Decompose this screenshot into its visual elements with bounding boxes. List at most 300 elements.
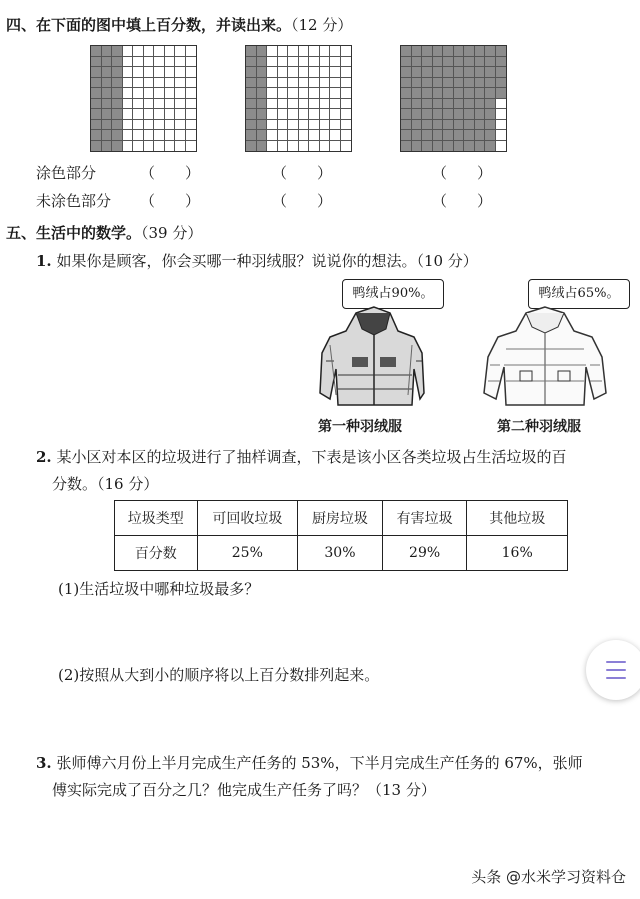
q1-text (36, 250, 478, 271)
grid-cell (485, 78, 496, 89)
grid-cell (257, 57, 268, 68)
grid-cell (133, 88, 144, 99)
section4-title (6, 14, 352, 35)
grid-cell (443, 130, 454, 141)
grid-cell (288, 46, 299, 57)
grid-cell (443, 57, 454, 68)
grid-cell (433, 67, 444, 78)
grid-cell (422, 57, 433, 68)
grid-cell (91, 67, 102, 78)
section5-score: （39 分） (141, 224, 203, 242)
grid-cell (154, 78, 165, 89)
grid-cell (102, 46, 113, 57)
grid-cell (485, 99, 496, 110)
grid-cell (91, 88, 102, 99)
q3-question-line1: 张师傅六月份上半月完成生产任务的 53%，下半月完成生产任务的 67%，张师 (56, 754, 583, 772)
grid-cell (278, 109, 289, 120)
grid-cell (186, 109, 197, 120)
grid-cell (330, 120, 341, 131)
menu-icon-bar (606, 661, 626, 663)
grid-cell (133, 46, 144, 57)
grid-cell (401, 141, 412, 152)
grid-cell (401, 130, 412, 141)
grid-cell (154, 120, 165, 131)
grid-cell (299, 99, 310, 110)
grid-cell (496, 120, 507, 131)
grid-cell (102, 67, 113, 78)
grid-cell (102, 78, 113, 89)
grid-cell (320, 130, 331, 141)
table-cell: 29% (382, 536, 467, 571)
grid-cell (186, 141, 197, 152)
grid-cell (412, 88, 423, 99)
grid-cell (154, 88, 165, 99)
grid-cell (320, 78, 331, 89)
grid-cell (91, 130, 102, 141)
grid-cell (299, 141, 310, 152)
grid-cell (464, 120, 475, 131)
grid-cell (267, 78, 278, 89)
grid-cell (454, 67, 465, 78)
grid-cell (123, 57, 134, 68)
unpainted-blank-3[interactable]: （ ） (432, 192, 493, 210)
grid-cell (288, 99, 299, 110)
q1-question: 如果你是顾客，你会买哪一种羽绒服？说说你的想法。（10 分） (56, 252, 478, 270)
grid-cell (475, 78, 486, 89)
painted-blank-2[interactable]: （ ） (272, 164, 333, 182)
grid-cell (475, 141, 486, 152)
grid-cell (422, 109, 433, 120)
grid-cell (433, 141, 444, 152)
grid-cell (422, 46, 433, 57)
grid-cell (320, 109, 331, 120)
grid-cell (91, 57, 102, 68)
grid-cell (257, 130, 268, 141)
grid-cell (330, 57, 341, 68)
grid-cell (309, 78, 320, 89)
jacket-dark-icon (316, 305, 426, 410)
grid-cell (341, 130, 352, 141)
grid-cell (330, 99, 341, 110)
grid-cell (401, 109, 412, 120)
grid-cell (464, 78, 475, 89)
grid-cell (288, 109, 299, 120)
grid-cell (144, 78, 155, 89)
grid-cell (278, 141, 289, 152)
grid-cell (278, 130, 289, 141)
grid-cell (433, 78, 444, 89)
grid-cell (320, 46, 331, 57)
menu-icon-bar (606, 669, 626, 671)
grid-cell (485, 67, 496, 78)
grid-cell (154, 141, 165, 152)
grid-cell (464, 67, 475, 78)
grid-cell (309, 88, 320, 99)
grid-cell (154, 99, 165, 110)
grid-cell (412, 120, 423, 131)
grid-cell (299, 109, 310, 120)
grid-cell (133, 78, 144, 89)
grid-cell (175, 88, 186, 99)
grid-cell (144, 130, 155, 141)
grid-cell (341, 57, 352, 68)
grid-cell (422, 78, 433, 89)
grid-cell (288, 120, 299, 131)
grid-cell (401, 99, 412, 110)
grid-cell (154, 46, 165, 57)
grid-cell (309, 57, 320, 68)
q3-text (36, 752, 583, 773)
grid-cell (267, 130, 278, 141)
grid-cell (175, 120, 186, 131)
grid-cell (165, 130, 176, 141)
grid-cell (412, 67, 423, 78)
grid-cell (401, 67, 412, 78)
grid-cell (475, 99, 486, 110)
grid-cell (257, 109, 268, 120)
grid-cell (267, 120, 278, 131)
table-row (115, 536, 568, 571)
grid-cell (422, 141, 433, 152)
table-header-cell: 垃圾类型 (115, 501, 198, 536)
grid-cell (165, 67, 176, 78)
grid-cell (123, 120, 134, 131)
grid-cell (454, 88, 465, 99)
grid-cell (464, 57, 475, 68)
grid-cell (91, 120, 102, 131)
bubble-jacket-2: 鸭绒占65%。 (528, 279, 630, 309)
grid-cell (123, 141, 134, 152)
table-header-cell: 有害垃圾 (382, 501, 467, 536)
grid-cell (464, 141, 475, 152)
grid-cell (412, 78, 423, 89)
grid-cell (165, 99, 176, 110)
jacket-light-icon (480, 305, 610, 410)
grid-cell (144, 67, 155, 78)
unpainted-blank-1[interactable]: （ ） (140, 192, 201, 210)
grid-cell (475, 130, 486, 141)
grid-cell (175, 67, 186, 78)
grid-cell (112, 67, 123, 78)
grid-cell (464, 109, 475, 120)
q2-text-line2: 分数。（16 分） (52, 475, 159, 493)
grid-cell (257, 88, 268, 99)
grid-cell (102, 57, 113, 68)
grid-cell (299, 120, 310, 131)
section5-title (6, 222, 202, 243)
grid-cell (454, 109, 465, 120)
grid-cell (299, 88, 310, 99)
grid-cell (330, 78, 341, 89)
grid-cell (133, 120, 144, 131)
grid-cell (401, 46, 412, 57)
table-header-cell: 厨房垃圾 (298, 501, 383, 536)
grid-cell (412, 130, 423, 141)
grid-cell (246, 141, 257, 152)
grid-cell (454, 120, 465, 131)
grid-cell (496, 130, 507, 141)
grid-cell (485, 120, 496, 131)
grid-cell (475, 67, 486, 78)
grid-cell (267, 67, 278, 78)
grid-cell (154, 67, 165, 78)
grid-cell (443, 67, 454, 78)
grid-cell (91, 99, 102, 110)
grid-cell (496, 109, 507, 120)
percent-grid-3 (400, 45, 507, 152)
grid-cell (257, 46, 268, 57)
bubble-jacket-1: 鸭绒占90%。 (342, 279, 444, 309)
grid-cell (422, 67, 433, 78)
grid-cell (246, 99, 257, 110)
grid-cell (330, 88, 341, 99)
grid-cell (112, 120, 123, 131)
grid-cell (112, 88, 123, 99)
grid-cell (175, 130, 186, 141)
grid-cell (144, 88, 155, 99)
grid-cell (186, 67, 197, 78)
grid-cell (186, 130, 197, 141)
grid-cell (165, 46, 176, 57)
grid-cell (102, 99, 113, 110)
grid-cell (257, 78, 268, 89)
grid-cell (422, 130, 433, 141)
grid-cell (144, 46, 155, 57)
grid-cell (433, 109, 444, 120)
grid-cell (246, 46, 257, 57)
grid-cell (309, 141, 320, 152)
table-header-row (115, 501, 568, 536)
waste-table (114, 500, 568, 571)
grid-cell (496, 99, 507, 110)
grid-cell (320, 141, 331, 152)
grid-cell (102, 88, 113, 99)
grid-cell (102, 141, 113, 152)
grid-cell (309, 67, 320, 78)
section4-score: （12 分） (291, 16, 353, 34)
grid-cell (246, 88, 257, 99)
grid-cell (401, 78, 412, 89)
grid-cell (133, 99, 144, 110)
grid-cell (496, 88, 507, 99)
grid-cell (422, 99, 433, 110)
grid-cell (299, 130, 310, 141)
grid-cell (91, 78, 102, 89)
table-header-cell: 可回收垃圾 (197, 501, 298, 536)
grid-cell (288, 141, 299, 152)
grid-cell (278, 67, 289, 78)
grid-cell (288, 130, 299, 141)
grid-cell (186, 120, 197, 131)
grid-cell (401, 120, 412, 131)
grid-cell (341, 99, 352, 110)
grid-cell (102, 109, 113, 120)
grid-cell (320, 99, 331, 110)
grid-cell (154, 130, 165, 141)
grid-cell (288, 78, 299, 89)
grid-cell (433, 46, 444, 57)
q2-sub2: (2)按照从大到小的顺序将以上百分数排列起来。 (58, 666, 380, 684)
grid-cell (496, 67, 507, 78)
grid-cell (278, 57, 289, 68)
grid-cell (186, 88, 197, 99)
q3-number: 3. (36, 754, 52, 772)
grid-cell (186, 57, 197, 68)
unpainted-label: 未涂色部分 (36, 192, 112, 210)
grid-cell (309, 120, 320, 131)
grid-cell (475, 120, 486, 131)
grid-cell (412, 57, 423, 68)
caption-jacket-1: 第一种羽绒服 (318, 419, 402, 435)
grid-cell (412, 46, 423, 57)
grid-cell (433, 99, 444, 110)
grid-cell (112, 78, 123, 89)
grid-cell (123, 67, 134, 78)
grid-cell (320, 88, 331, 99)
grid-cell (330, 109, 341, 120)
grid-cell (278, 120, 289, 131)
grid-cell (330, 46, 341, 57)
grid-cell (485, 130, 496, 141)
grid-cell (267, 57, 278, 68)
grid-cell (112, 46, 123, 57)
grid-cell (123, 78, 134, 89)
table-cell: 30% (298, 536, 383, 571)
grid-cell (186, 99, 197, 110)
grid-cell (433, 120, 444, 131)
grid-cell (246, 130, 257, 141)
grid-cell (133, 57, 144, 68)
grid-cell (454, 130, 465, 141)
grid-cell (330, 130, 341, 141)
grid-cell (112, 130, 123, 141)
grid-cell (246, 67, 257, 78)
grid-cell (123, 46, 134, 57)
grid-cell (485, 46, 496, 57)
grid-cell (475, 46, 486, 57)
grid-cell (112, 57, 123, 68)
menu-button[interactable] (586, 640, 640, 700)
grid-cell (175, 109, 186, 120)
grid-cell (299, 57, 310, 68)
grid-cell (257, 120, 268, 131)
painted-blank-1[interactable]: （ ） (140, 164, 201, 182)
grid-cell (246, 78, 257, 89)
grid-cell (144, 57, 155, 68)
grid-cell (309, 109, 320, 120)
grid-cell (165, 78, 176, 89)
grid-cell (433, 57, 444, 68)
painted-label: 涂色部分 (36, 164, 97, 182)
grid-cell (443, 120, 454, 131)
q2-question-line1: 某小区对本区的垃圾进行了抽样调查，下表是该小区各类垃圾占生活垃圾的百 (56, 448, 567, 466)
grid-cell (288, 57, 299, 68)
grid-cell (443, 109, 454, 120)
grid-cell (496, 57, 507, 68)
grid-cell (341, 88, 352, 99)
grid-cell (91, 141, 102, 152)
grid-cell (464, 130, 475, 141)
grid-cell (443, 141, 454, 152)
grid-cell (123, 99, 134, 110)
grid-cell (278, 88, 289, 99)
grid-cell (401, 57, 412, 68)
grid-cell (112, 141, 123, 152)
grid-cell (112, 109, 123, 120)
grid-cell (309, 46, 320, 57)
grid-cell (267, 88, 278, 99)
grid-cell (475, 109, 486, 120)
grid-cell (133, 109, 144, 120)
grid-cell (464, 46, 475, 57)
table-cell: 25% (197, 536, 298, 571)
grid-cell (91, 109, 102, 120)
grid-cell (412, 141, 423, 152)
grid-cell (165, 57, 176, 68)
grid-cell (257, 141, 268, 152)
percent-grid-2 (245, 45, 352, 152)
grid-cell (267, 141, 278, 152)
grid-cell (102, 130, 113, 141)
grid-cell (278, 78, 289, 89)
grid-cell (485, 141, 496, 152)
grid-cell (475, 57, 486, 68)
grid-cell (133, 141, 144, 152)
grid-cell (186, 46, 197, 57)
grid-cell (123, 130, 134, 141)
unpainted-blank-2[interactable]: （ ） (272, 192, 333, 210)
table-cell: 16% (467, 536, 568, 571)
grid-cell (443, 78, 454, 89)
grid-cell (401, 88, 412, 99)
grid-cell (288, 88, 299, 99)
grid-cell (278, 99, 289, 110)
grid-cell (123, 109, 134, 120)
grid-cell (475, 88, 486, 99)
grid-cell (144, 109, 155, 120)
grid-cell (485, 57, 496, 68)
grid-cell (246, 109, 257, 120)
painted-blank-3[interactable]: （ ） (432, 164, 493, 182)
grid-cell (443, 99, 454, 110)
q2-number: 2. (36, 448, 52, 466)
section4-title-text: 四、在下面的图中填上百分数，并读出来。 (6, 16, 292, 34)
grid-cell (422, 88, 433, 99)
grid-cell (485, 88, 496, 99)
caption-jacket-2: 第二种羽绒服 (497, 419, 581, 435)
grid-cell (278, 46, 289, 57)
grid-cell (341, 46, 352, 57)
grid-cell (454, 46, 465, 57)
grid-cell (246, 120, 257, 131)
grid-cell (341, 109, 352, 120)
menu-icon-bar (606, 677, 626, 679)
grid-cell (454, 57, 465, 68)
grid-cell (422, 120, 433, 131)
grid-cell (341, 78, 352, 89)
grid-cell (330, 67, 341, 78)
grid-cell (299, 78, 310, 89)
grid-cell (299, 67, 310, 78)
grid-cell (341, 141, 352, 152)
q2-sub1: (1)生活垃圾中哪种垃圾最多？ (58, 580, 260, 598)
grid-cell (165, 88, 176, 99)
grid-cell (267, 109, 278, 120)
grid-cell (496, 141, 507, 152)
grid-cell (485, 109, 496, 120)
grid-cell (299, 46, 310, 57)
grid-cell (267, 99, 278, 110)
